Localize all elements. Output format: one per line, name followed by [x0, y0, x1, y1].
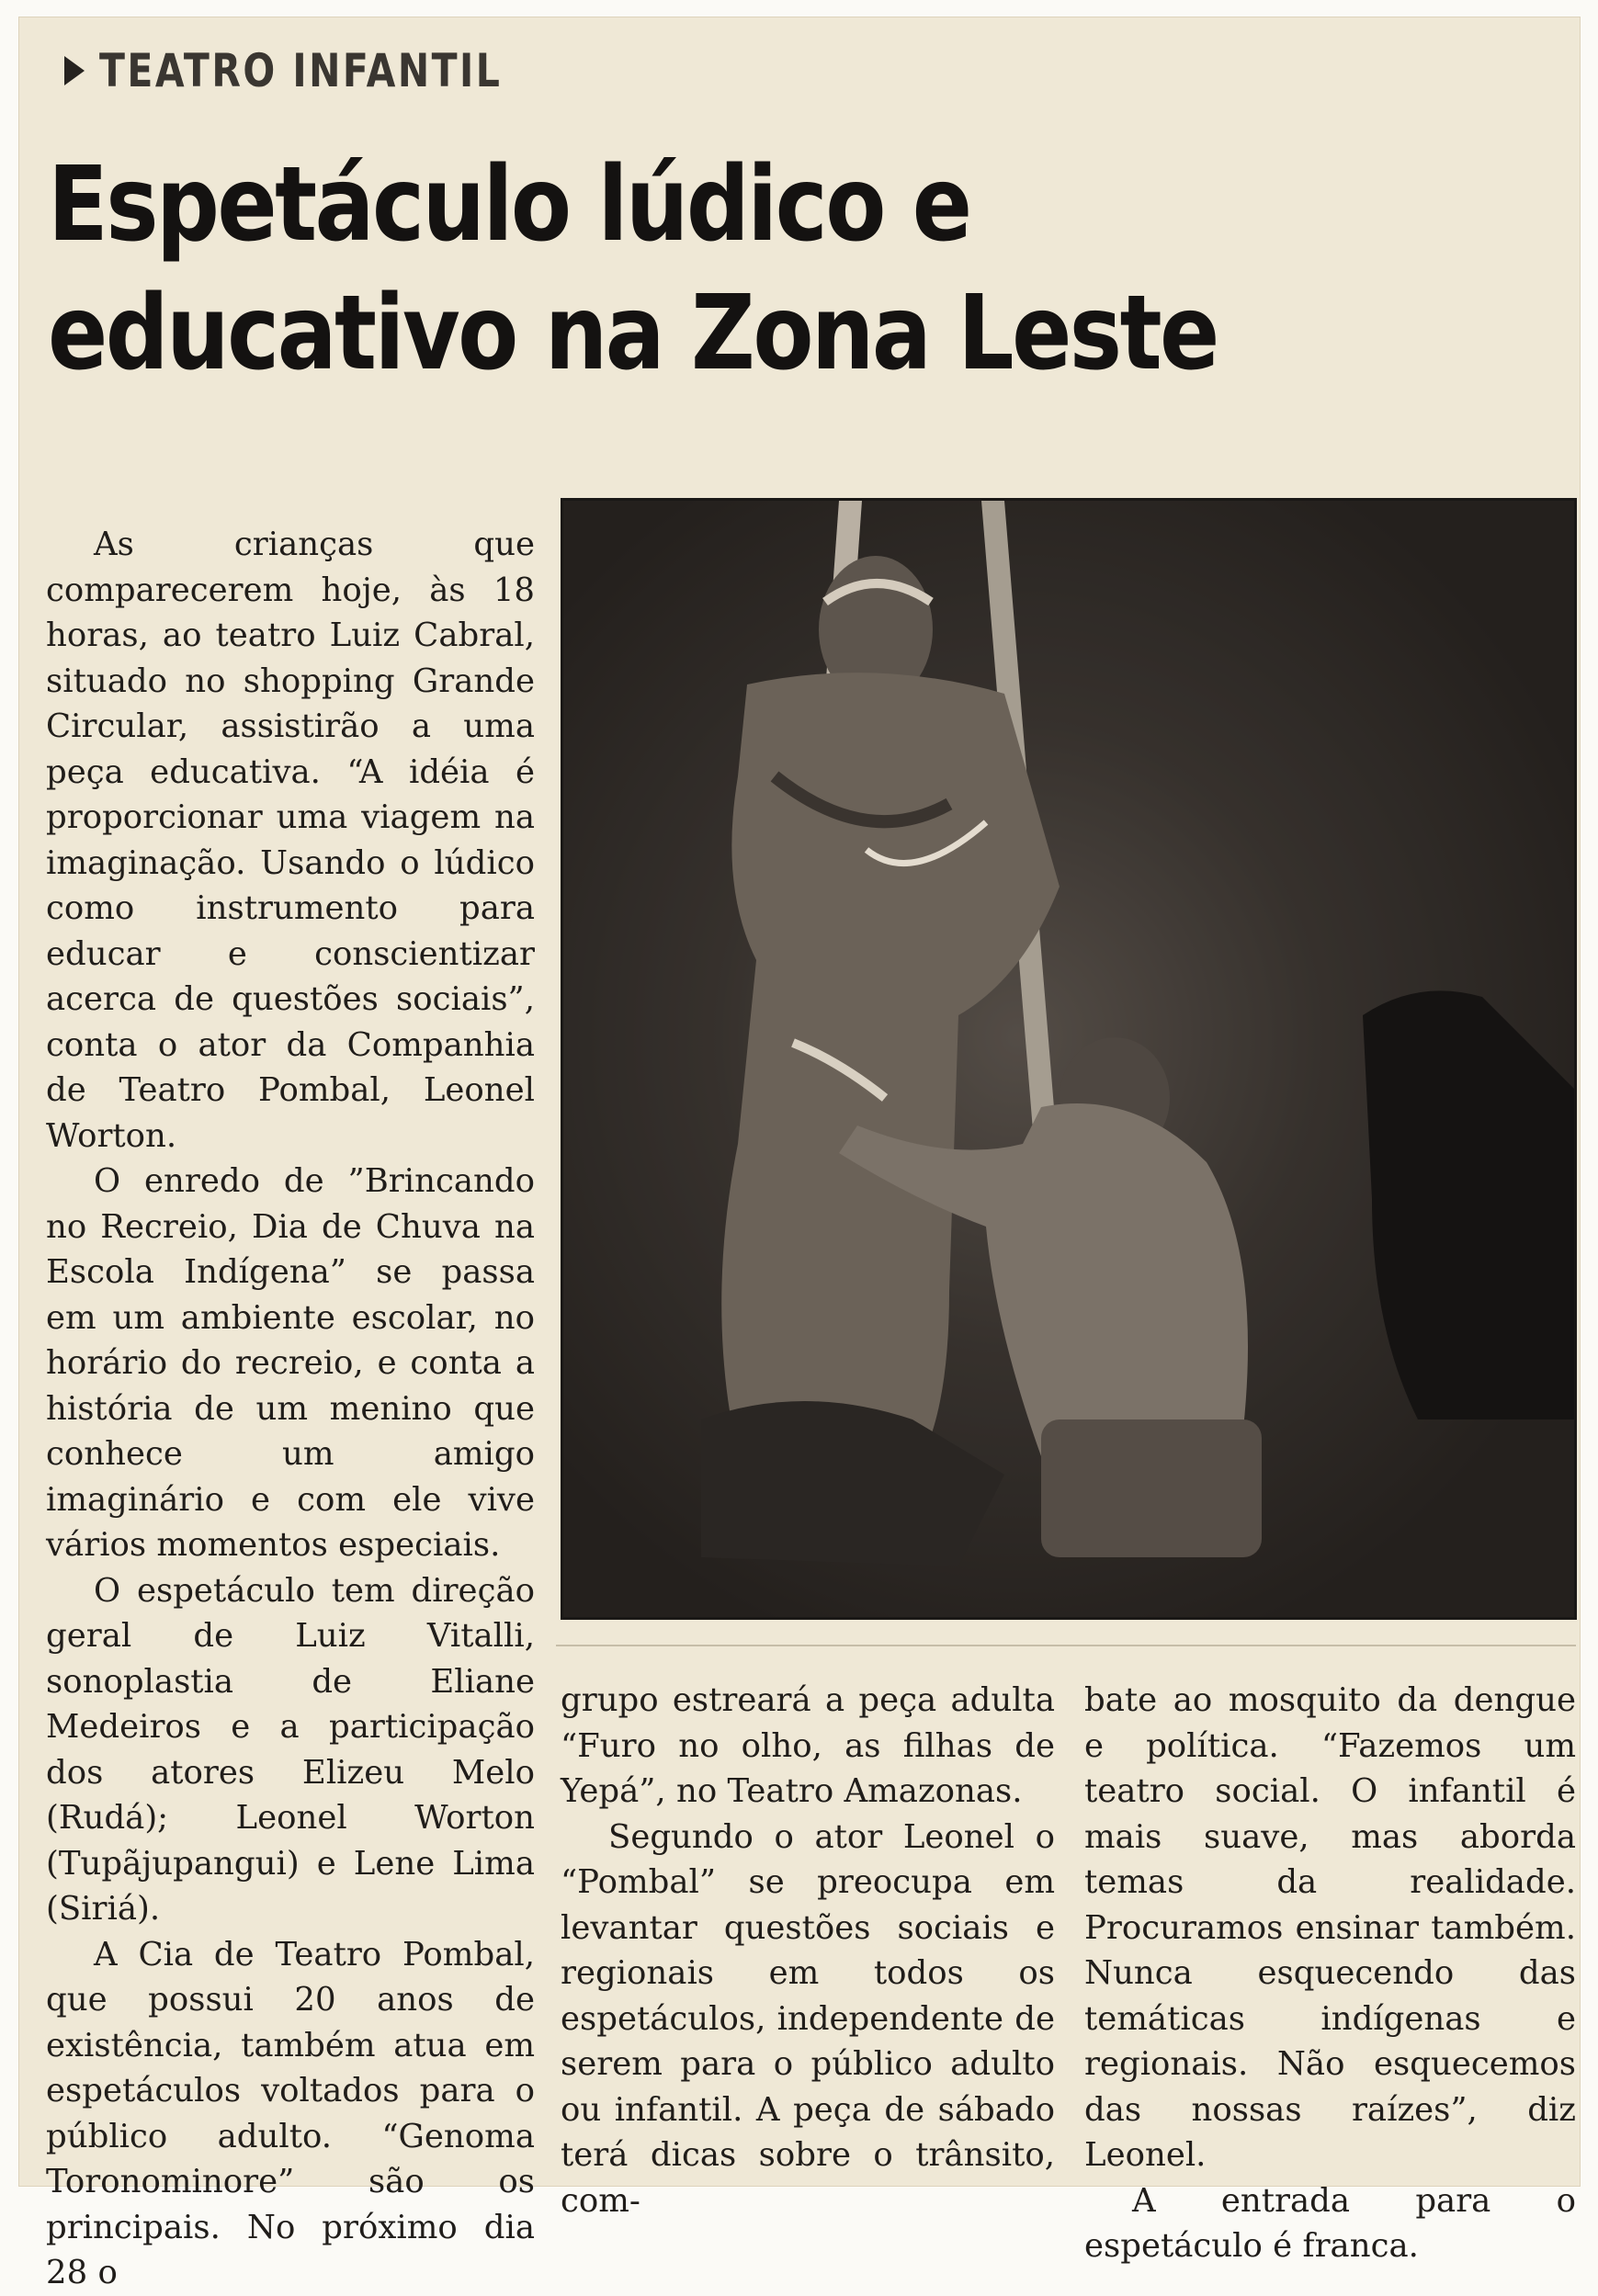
article-column-3 [1084, 1678, 1576, 2269]
paragraph: Segundo o ator Leonel o “Pombal” se preocupa em levantar questões sociais e regionais em todos os espetáculos, independente de serem para o público adulto ou infantil. A peça de sábado terá dicas sobre o trânsito, com- [561, 1817, 1055, 2220]
paragraph: grupo estreará a peça adulta “Furo no olho, as filhas de Yepá”, no Teatro Amazonas. [561, 1681, 1055, 1810]
paragraph: O enredo de ”Brincando no Recreio, Dia de Chuva na Escola Indígena” se passa em um ambiente escolar, no horário do recreio, e conta a história de um menino que conhece um amigo imaginário e com ele vive vários momentos especiais. [46, 1162, 535, 1564]
paragraph: bate ao mosquito da dengue e política. “Fazemos um teatro social. O infantil é mais suave, mas aborda temas da realidade. Procuramos ensinar também. Nunca esquecendo das temáticas indígenas e regionais. Não esquecemos das nossas raízes”, diz Leonel. [1084, 1681, 1576, 2174]
paragraph: O espetáculo tem direção geral de Luiz Vitalli, sonoplastia de Eliane Medeiros e a participação dos atores Elizeu Melo (Rudá); Leonel Worton (Tupãjupangui) e Lene Lima (Siriá). [46, 1571, 535, 1928]
newspaper-clipping [18, 17, 1581, 2291]
section-label-text: TEATRO INFANTIL [99, 44, 503, 97]
headline [48, 141, 1555, 398]
column-divider [556, 1645, 1576, 1646]
section-label [64, 44, 591, 97]
paragraph: A entrada para o espetáculo é franca. [1084, 2181, 1576, 2265]
performance-photo [561, 498, 1577, 1620]
photo-illustration [563, 501, 1574, 1617]
article-column-1 [46, 522, 535, 2296]
article-column-2 [561, 1678, 1055, 2223]
triangle-right-icon [64, 56, 85, 85]
headline-line-1: Espetáculo lúdico e [48, 145, 970, 265]
paragraph: As crianças que comparecerem hoje, às 18 horas, ao teatro Luiz Cabral, situado no shopping Grande Circular, assistirão a uma peça educativa. “A idéia é proporcionar uma viagem na imaginação. Usando o lúdico como instrumento para educar e conscientizar acerca de questões sociais”, conta o ator da Companhia de Teatro Pombal, Leonel Worton. [46, 526, 535, 1155]
headline-line-2: educativo na Zona Leste [48, 274, 1218, 393]
paragraph: A Cia de Teatro Pombal, que possui 20 anos de existência, também atua em espetáculos voltados para o público adulto. “Genoma Toronominore” são os principais. No próximo dia 28 o [46, 1935, 535, 2291]
stool [1041, 1419, 1262, 1557]
